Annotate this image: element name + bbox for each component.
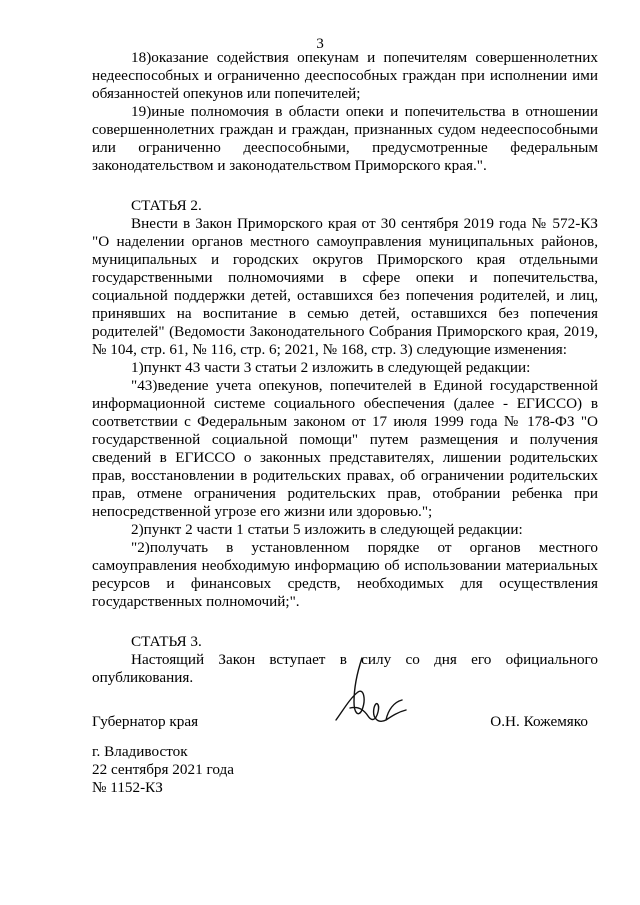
page-number: 3	[316, 35, 324, 52]
paragraph-item-18: 18)оказание содействия опекунам и попечителям совершеннолетних недееспособных и ограниченно дееспособных граждан при исполнении ими обязанностей опекунов или попечителей;	[92, 49, 598, 102]
article-3-heading: СТАТЬЯ 3.	[131, 633, 202, 650]
signatory-title: Губернатор края	[92, 713, 199, 730]
article-2-item-1: 1)пункт 43 части 3 статьи 2 изложить в следующей редакции:	[131, 359, 531, 376]
footer-number: № 1152-КЗ	[92, 779, 163, 796]
signatory-name: О.Н. Кожемяко	[490, 713, 588, 730]
article-2-intro: Внести в Закон Приморского края от 30 сентября 2019 года № 572-КЗ "О наделении органов местного самоуправления муниципальных районов, муниципальных и городских округов Приморского края отдельными государственными полномочиями в сфере опеки и попечительства, социальной поддержки детей, оставшихся без попечения родителей, и лиц, принявших на воспитание в семью детей, оставшихся без попечения родителей" (Ведомости Законодательного Собрания Приморского края, 2019, № 104, стр. 61, № 116, стр. 6; 2021, № 168, стр. 3) следующие изменения:	[92, 215, 598, 358]
article-2-item-2-text: "2)получать в установленном порядке от органов местного самоуправления необходимую информацию об использовании материальных ресурсов и финансовых средств, необходимых для осуществления государственных полномочий;".	[92, 539, 598, 610]
paragraph-item-19: 19)иные полномочия в области опеки и попечительства в отношении совершеннолетних граждан и граждан, признанных судом недееспособными или ограниченно дееспособными, предусмотренные федеральным законодательством и законодательством Приморского края.".	[92, 103, 598, 174]
document-footer	[92, 743, 234, 797]
article-2-heading: СТАТЬЯ 2.	[131, 197, 202, 214]
article-2-item-2: 2)пункт 2 части 1 статьи 5 изложить в следующей редакции:	[131, 521, 523, 538]
document-body	[92, 49, 598, 687]
footer-date: 22 сентября 2021 года	[92, 761, 234, 778]
article-2-item-1-text: "43)ведение учета опекунов, попечителей в Единой государственной информационной системе социального обеспечения (далее - ЕГИССО) в соответствии с Федеральным законом от 17 июля 1999 года № 178-ФЗ "О государственной социальной помощи" путем размещения и получения сведений в ЕГИССО о законных представителях, лишении родительских прав, восстановлении в родительских правах, об ограничении родительских прав, отмене ограничения родительских прав, отобрании ребенка при непосредственной угрозе его жизни или здоровью.";	[92, 377, 598, 520]
handwritten-signature	[328, 650, 418, 735]
footer-city: г. Владивосток	[92, 743, 188, 760]
article-3-text: Настоящий Закон вступает в силу со дня его официального опубликования.	[92, 651, 598, 686]
